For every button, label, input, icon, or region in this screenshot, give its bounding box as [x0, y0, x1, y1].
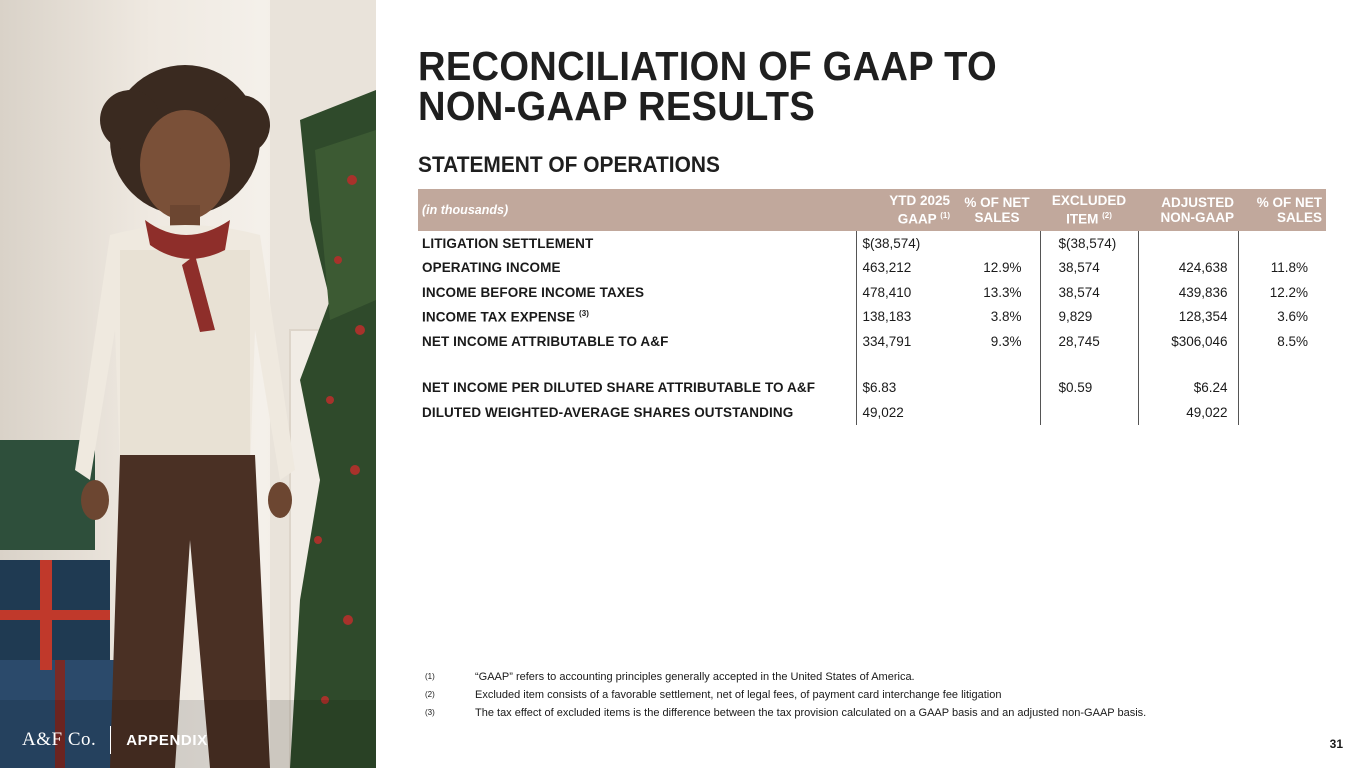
- header-excluded-item: EXCLUDED ITEM $^{(2)}$: [1040, 189, 1138, 231]
- cell-gaap-pct: 9.3%: [990, 333, 1022, 349]
- cell-gaap: $(38,574): [856, 231, 954, 256]
- cell-gaap-pct: [954, 231, 1040, 256]
- header-ytd-gaap: YTD 2025 GAAP $^{(1)}$: [856, 189, 954, 231]
- header-adjusted-pct-net-sales: % OF NET SALES: [1238, 189, 1326, 231]
- cell-excluded: 38,574: [1040, 280, 1138, 305]
- row-footnote-ref: (3): [578, 309, 590, 318]
- brand-bar: [22, 726, 208, 754]
- cell-excluded: $(38,574): [1040, 231, 1138, 256]
- cell-gaap: 49,022: [856, 400, 954, 425]
- cell-excluded: 38,574: [1040, 256, 1138, 281]
- cell-adjusted: $306,046: [1138, 329, 1238, 354]
- cell-excluded: $0.59: [1040, 376, 1138, 401]
- header-adjusted-non-gaap: ADJUSTED NON-GAAP: [1138, 189, 1238, 231]
- cell-adjusted: 128,354: [1138, 305, 1238, 330]
- cell-adjusted-pct: [1238, 231, 1326, 256]
- row-label: NET INCOME ATTRIBUTABLE TO A&F: [422, 333, 669, 349]
- cell-adjusted-pct: [1238, 400, 1326, 425]
- cell-adjusted-pct: 3.6%: [1238, 305, 1326, 330]
- table-row: [418, 256, 1326, 281]
- footnote: [425, 671, 1146, 689]
- footnote-text: “GAAP” refers to accounting principles generally accepted in the United States of America.: [475, 671, 915, 683]
- footnote-text: The tax effect of excluded items is the difference between the tax provision calculated on a GAAP basis and an adjusted non-GAAP basis.: [475, 707, 1147, 719]
- cell-excluded: 9,829: [1040, 305, 1138, 330]
- table-row: [418, 400, 1326, 425]
- section-label: APPENDIX: [126, 731, 208, 749]
- header-unit: (in thousands): [418, 189, 856, 231]
- title-line-2: NON-GAAP RESULTS: [418, 83, 816, 129]
- row-label: NET INCOME PER DILUTED SHARE ATTRIBUTABLE TO A&F: [422, 380, 816, 396]
- footnotes: [425, 671, 1146, 725]
- cell-excluded: [1040, 400, 1138, 425]
- page-number: 31: [1329, 737, 1343, 751]
- footnote: [425, 707, 1146, 725]
- section-subtitle: STATEMENT OF OPERATIONS: [418, 152, 720, 177]
- cell-gaap-pct: 12.9%: [983, 260, 1022, 276]
- cell-adjusted-pct: 8.5%: [1238, 329, 1326, 354]
- row-label: INCOME BEFORE INCOME TAXES: [422, 284, 645, 300]
- photo-illustration: [0, 0, 376, 768]
- table-row: [418, 231, 1326, 256]
- cell-gaap: 463,212: [856, 256, 954, 281]
- table-row: [418, 305, 1326, 330]
- cell-gaap: 478,410: [856, 280, 954, 305]
- cell-adjusted-pct: 12.2%: [1238, 280, 1326, 305]
- cell-gaap: 334,791: [856, 329, 954, 354]
- footnote-number: (2): [425, 690, 435, 699]
- brand-logo: A&F Co.: [22, 729, 97, 750]
- cell-gaap: 138,183: [856, 305, 954, 330]
- row-label: OPERATING INCOME: [422, 260, 561, 276]
- table-row: [418, 376, 1326, 401]
- title-line-1: RECONCILIATION OF GAAP TO: [418, 43, 997, 89]
- cell-adjusted: 49,022: [1138, 400, 1238, 425]
- cell-adjusted-pct: [1238, 376, 1326, 401]
- row-label: DILUTED WEIGHTED-AVERAGE SHARES OUTSTANDING: [422, 404, 794, 420]
- table-row: [418, 280, 1326, 305]
- cell-adjusted: 439,836: [1138, 280, 1238, 305]
- row-label: LITIGATION SETTLEMENT: [422, 235, 594, 251]
- statement-of-operations-table: [418, 189, 1326, 425]
- cell-gaap-pct: 3.8%: [990, 309, 1022, 325]
- cell-adjusted: $6.24: [1138, 376, 1238, 401]
- table-header-row: [418, 189, 1326, 231]
- footnote-number: (3): [425, 708, 435, 717]
- footnote: [425, 689, 1146, 707]
- cell-adjusted: 424,638: [1138, 256, 1238, 281]
- table-row: [418, 329, 1326, 354]
- page-title: [418, 43, 1125, 129]
- hero-photo: [0, 0, 376, 768]
- footnote-text: Excluded item consists of a favorable settlement, net of legal fees, of payment card interchange fee litigation: [475, 689, 1002, 701]
- cell-gaap-pct: [954, 400, 1040, 425]
- brand-divider: [110, 726, 111, 754]
- cell-gaap-pct: 13.3%: [983, 284, 1022, 300]
- cell-excluded: 28,745: [1040, 329, 1138, 354]
- cell-adjusted-pct: 11.8%: [1238, 256, 1326, 281]
- cell-adjusted: [1138, 231, 1238, 256]
- row-label: INCOME TAX EXPENSE $^{(3)}$: [422, 309, 590, 325]
- table-spacer-row: [418, 354, 1326, 376]
- cell-gaap: $6.83: [856, 376, 954, 401]
- cell-gaap-pct: [954, 376, 1040, 401]
- footnote-number: (1): [425, 672, 435, 681]
- header-gaap-pct-net-sales: % OF NET SALES: [954, 189, 1040, 231]
